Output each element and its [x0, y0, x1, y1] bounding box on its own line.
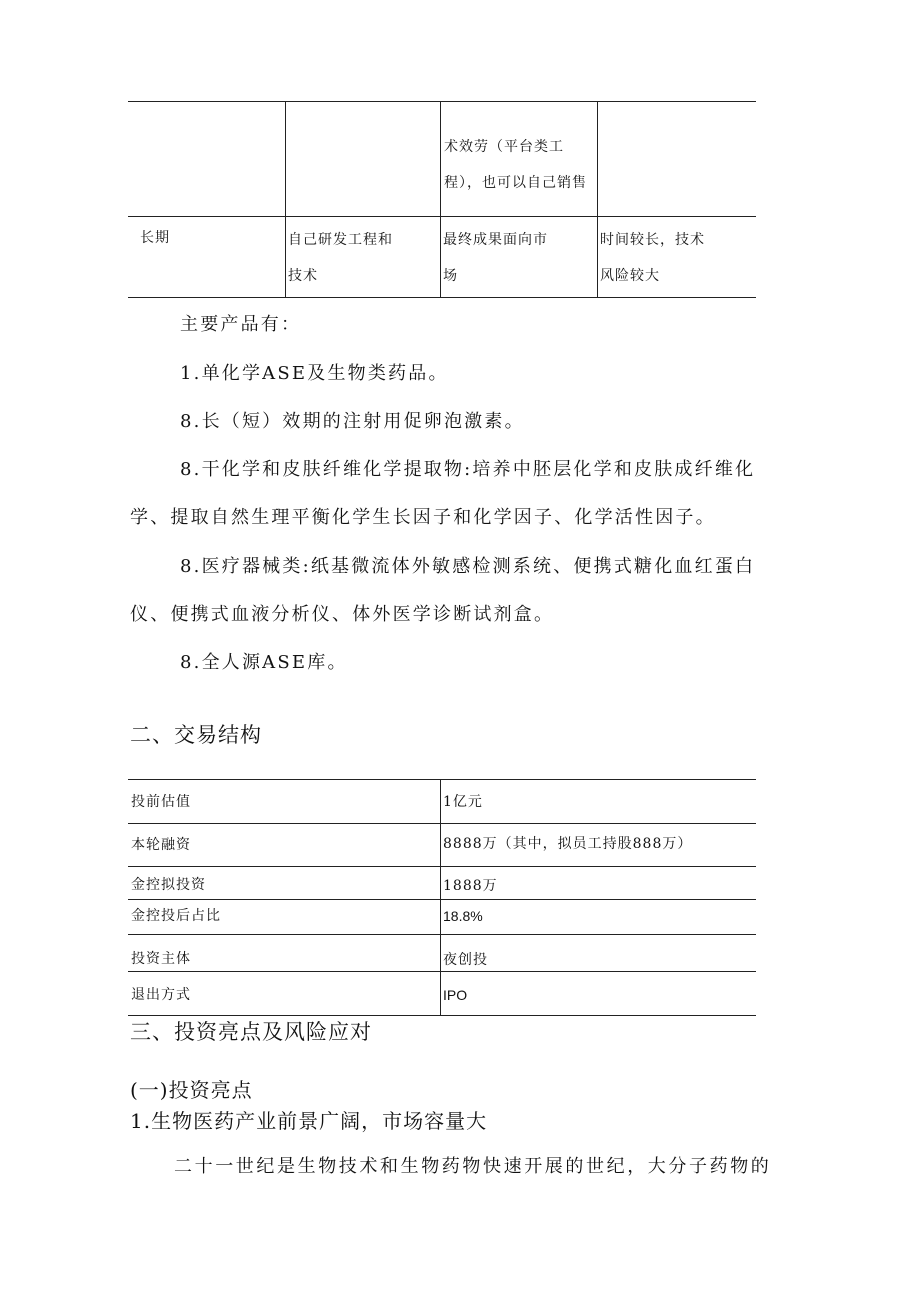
- section-heading: 三、投资亮点及风险应对: [130, 1020, 372, 1044]
- table-row-divider: [128, 899, 756, 900]
- table-cell: 长期: [140, 230, 170, 246]
- point-heading: 1.生物医药产业前景广阔，市场容量大: [130, 1109, 488, 1133]
- table-label: 投前估值: [131, 794, 191, 810]
- table-cell: 术效劳（平台类工: [444, 139, 564, 155]
- table-value: 8888万（其中，拟员工持股888万）: [443, 836, 693, 852]
- table-col-divider: [440, 779, 441, 1015]
- table-label: 投资主体: [131, 951, 191, 967]
- table-value: 18.8%: [443, 908, 483, 924]
- table-cell: 技术: [288, 268, 318, 284]
- product-item-cont: 仪、便携式血液分析仪、体外医学诊断试剂盒。: [130, 604, 555, 625]
- table-label: 金控投后占比: [131, 908, 221, 924]
- table-row-divider: [128, 971, 756, 972]
- table-row-divider: [128, 216, 756, 217]
- table-cell: 场: [443, 268, 458, 284]
- table-col-divider: [597, 101, 598, 297]
- table-label: 金控拟投资: [131, 877, 206, 893]
- table-border-top: [128, 779, 756, 780]
- table-label: 本轮融资: [131, 837, 191, 853]
- table-col-divider: [440, 101, 441, 297]
- table-border-bottom: [128, 1015, 756, 1016]
- table-cell: 风险较大: [600, 268, 660, 284]
- table-border-top: [128, 101, 756, 102]
- table-row-divider: [128, 823, 756, 824]
- product-item-cont: 学、提取自然生理平衡化学生长因子和化学因子、化学活性因子。: [130, 507, 716, 528]
- section-heading: 二、交易结构: [130, 723, 262, 747]
- product-item: 8.全人源ASE库。: [180, 652, 348, 673]
- table-label: 退出方式: [131, 987, 191, 1003]
- subsection-heading: (一)投资亮点: [130, 1078, 253, 1102]
- table-col-divider: [285, 101, 286, 297]
- product-item: 8.长（短）效期的注射用促卵泡激素。: [180, 411, 525, 432]
- body-paragraph: 二十一世纪是生物技术和生物药物快速开展的世纪，大分子药物的: [174, 1156, 772, 1177]
- table-row-divider: [128, 866, 756, 867]
- products-intro: 主要产品有：: [180, 314, 302, 335]
- table-value: IPO: [443, 987, 468, 1003]
- product-item: 8.医疗器械类:纸基微流体外敏感检测系统、便携式糖化血红蛋白: [180, 556, 756, 577]
- table-value: 1888万: [443, 878, 498, 894]
- table-row-divider: [128, 934, 756, 935]
- table-cell: 时间较长，技术: [600, 232, 705, 248]
- table-cell: 最终成果面向市: [443, 232, 548, 248]
- table-cell: 程），也可以自己销售: [444, 175, 587, 191]
- table-value: 夜创投: [443, 952, 488, 968]
- table-value: 1亿元: [443, 794, 483, 810]
- product-item: 8.干化学和皮肤纤维化学提取物:培养中胚层化学和皮肤成纤维化: [180, 459, 756, 480]
- table-cell: 自己研发工程和: [288, 232, 393, 248]
- table-border-bottom: [128, 297, 756, 298]
- product-item: 1.单化学ASE及生物类药品。: [180, 363, 449, 384]
